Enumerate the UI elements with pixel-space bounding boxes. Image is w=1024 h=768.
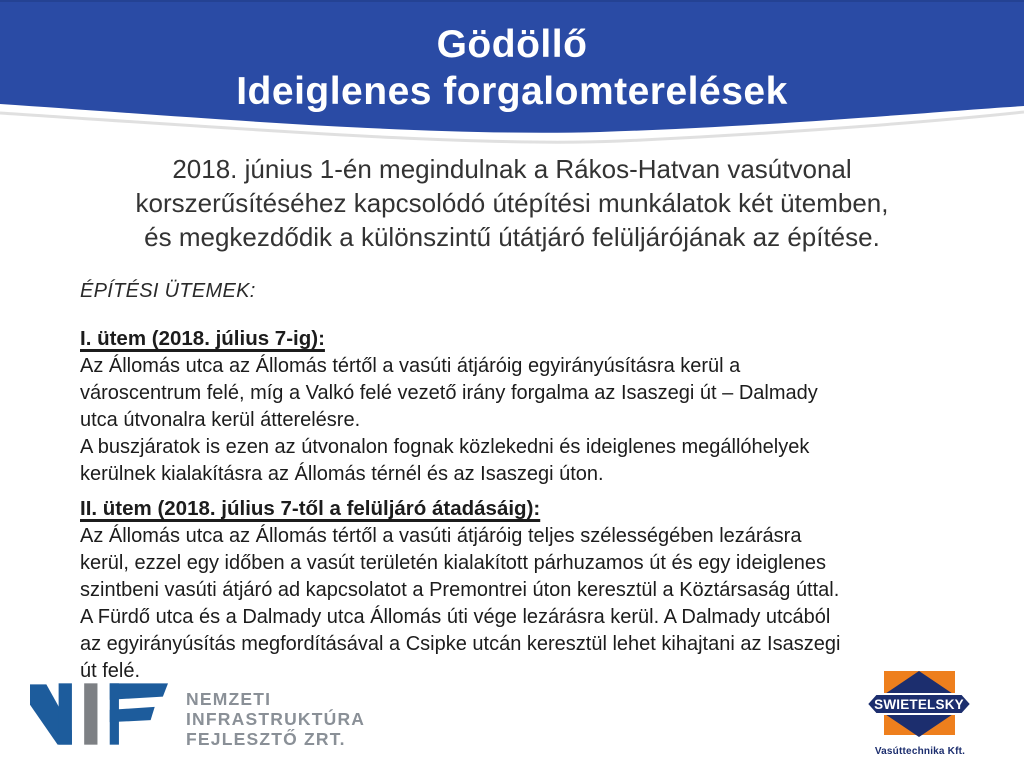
nif-wordmark-line: FEJLESZTŐ ZRT. [186, 729, 346, 749]
slide-title-line1: Gödöllő [436, 23, 588, 66]
body-line: városcentrum felé, míg a Valkó felé vezető irány forgalma az Isaszegi út – Dalmady [80, 382, 818, 404]
body-line: A Fürdő utca és a Dalmady utca Állomás úti vége lezárásra kerül. A Dalmady utcából [80, 606, 831, 628]
phase-2-body [80, 523, 980, 685]
swietelsky-emblem-icon [864, 671, 976, 739]
intro-line: korszerűsítéséhez kapcsolódó útépítési munkálatok két ütemben, [135, 188, 889, 218]
phase-2-heading: II. ütem (2018. július 7-től a felüljáró átadásáig): [80, 497, 541, 520]
slide-title-line2: Ideiglenes forgalomterelések [236, 70, 788, 113]
body-line: az egyirányúsítás megfordításával a Csipke utcán keresztül lehet kihajtani az Isaszegi [80, 633, 841, 655]
intro-line: és megkezdődik a különszintű útátjáró felüljárójának az építése. [144, 222, 880, 252]
body-line: út felé. [80, 660, 141, 682]
intro-paragraph [0, 152, 1024, 254]
swietelsky-subtitle: Vasúttechnika Kft. [874, 746, 966, 757]
nif-wordmark-line: NEMZETI [186, 689, 272, 709]
swietelsky-brand-text: SWIETELSKY [874, 697, 964, 712]
slide-title [0, 21, 1024, 115]
phase-2-section [80, 496, 980, 685]
body-line: szintbeni vasúti átjáró ad kapcsolatot a Premontrei úton keresztül a Köztársaság úttal. [80, 579, 840, 601]
nif-letters-icon [30, 683, 168, 745]
phase-1-heading: I. ütem (2018. július 7-ig): [80, 327, 325, 350]
body-line: kerül, ezzel egy időben a vasút területén kialakított párhuzamos út és egy ideiglenes [80, 552, 826, 574]
phase-1-body [80, 353, 980, 488]
body-line: kerülnek kialakításra az Állomás térnél és az Isaszegi úton. [80, 463, 604, 485]
body-line: utca útvonalra kerül átterelésre. [80, 409, 361, 431]
header-top-edge [0, 0, 1024, 2]
body-line: Az Állomás utca az Állomás tértől a vasúti átjáróig teljes szélességében lezárásra [80, 525, 802, 547]
phase-1-section [80, 326, 980, 488]
swietelsky-logo [864, 671, 976, 757]
intro-line: 2018. június 1-én megindulnak a Rákos-Hatvan vasútvonal [172, 154, 852, 184]
nif-logo [30, 683, 365, 749]
nif-wordmark-line: INFRASTRUKTÚRA [186, 709, 366, 729]
nif-wordmark [186, 689, 365, 749]
body-line: A buszjáratok is ezen az útvonalon fognak közlekedni és ideiglenes megállóhelyek [80, 436, 810, 458]
construction-phases-label: ÉPÍTÉSI ÜTEMEK: [80, 280, 256, 302]
body-line: Az Állomás utca az Állomás tértől a vasúti átjáróig egyirányúsításra kerül a [80, 355, 741, 377]
